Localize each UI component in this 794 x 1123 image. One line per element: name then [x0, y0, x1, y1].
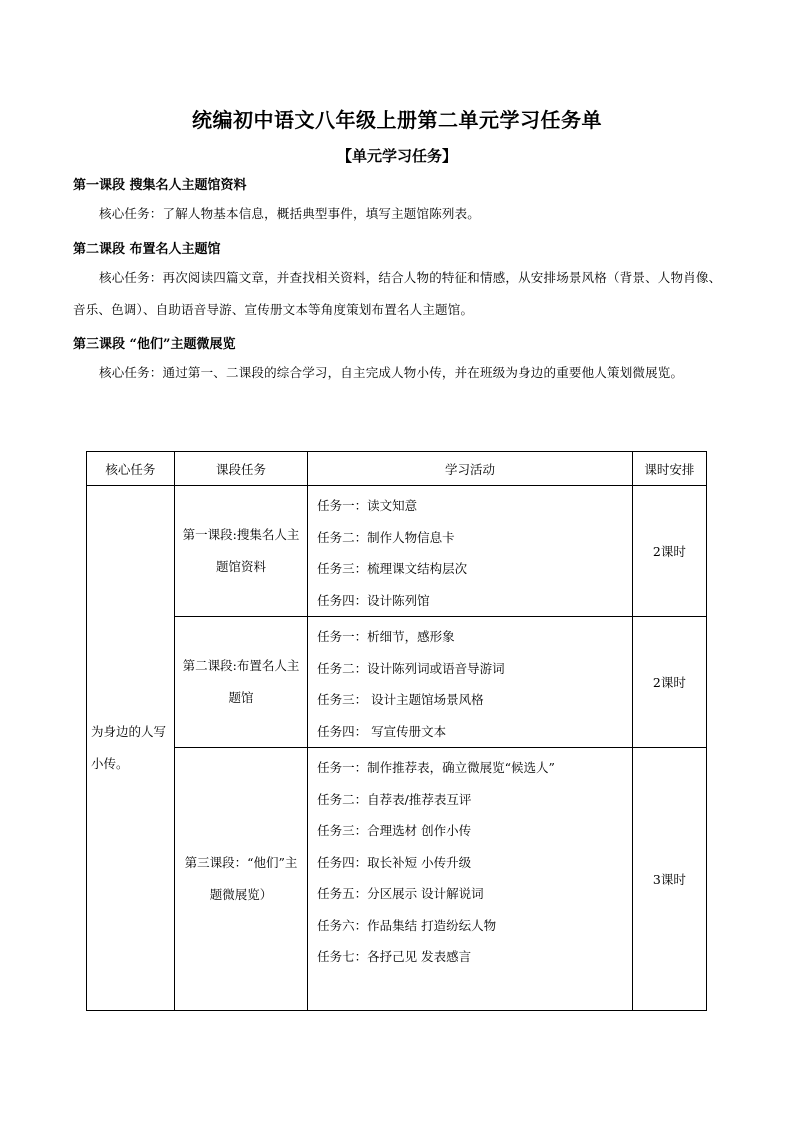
- segment-3-text: 核心任务：通过第一、二课段的综合学习，自主完成人物小传，并在班级为身边的重要他人策划微展览。: [99, 365, 684, 380]
- segment-1-heading: 第一课段 搜集名人主题馆资料: [73, 178, 247, 193]
- activity-item: 任务三：梳理课文结构层次: [317, 561, 468, 576]
- activities-cell: [308, 748, 633, 1011]
- activity-item: 任务七：各抒己见 发表感言: [317, 949, 472, 964]
- segment-2-heading: 第二课段 布置名人主题馆: [73, 242, 221, 257]
- segment-1-text: 核心任务：了解人物基本信息，概括典型事件，填写主题馆陈列表。: [99, 206, 481, 221]
- segment-cell: 第一课段:搜集名人主题馆资料: [174, 486, 307, 617]
- activities-cell: [308, 486, 633, 617]
- table-header-row: [87, 452, 707, 486]
- header-time: 课时安排: [632, 452, 706, 486]
- table-row: [87, 486, 707, 617]
- activity-item: 任务一：析细节，感形象: [317, 629, 455, 644]
- activities-cell: [308, 617, 633, 748]
- activity-item: 任务五：分区展示 设计解说词: [317, 886, 484, 901]
- activity-item: 任务三：合理选材 创作小传: [317, 823, 472, 838]
- header-activities: 学习活动: [308, 452, 633, 486]
- time-cell: 2课时: [632, 486, 706, 617]
- activity-item: 任务六：作品集结 打造纷纭人物: [317, 917, 497, 933]
- table-row: [87, 617, 707, 748]
- activity-item: 任务三： 设计主题馆场景风格: [317, 692, 484, 707]
- segment-2-text: 核心任务：再次阅读四篇文章，并查找相关资料，结合人物的特征和情感，从安排场景风格（背景、人物肖像、音乐、色调）、自助语音导游、宣传册文本等角度策划布置名人主题馆。: [73, 270, 722, 317]
- segment-cell: 第三课段：“他们”主题微展览）: [174, 748, 307, 1011]
- activity-item: 任务四：取长补短 小传升级: [317, 854, 472, 870]
- activity-item: 任务四：设计陈列馆: [317, 592, 430, 608]
- page-title: 统编初中语文八年级上册第二单元学习任务单: [192, 108, 602, 132]
- activity-item: 任务一：制作推荐表，确立微展览“候选人”: [317, 760, 555, 775]
- core-task-cell: 为身边的人写小传。: [87, 486, 175, 1011]
- activity-item: 任务二：设计陈列词或语音导游词: [317, 660, 505, 676]
- segment-cell: 第二课段:布置名人主题馆: [174, 617, 307, 748]
- task-table: [86, 451, 707, 1011]
- header-segment-task: 课段任务: [174, 452, 307, 486]
- header-core-task: 核心任务: [87, 452, 175, 486]
- section-subtitle: 【单元学习任务】: [336, 147, 457, 165]
- activity-item: 任务二：自荐表/推荐表互评: [317, 791, 472, 807]
- segment-3-heading: 第三课段 “他们”主题微展览: [73, 337, 236, 352]
- table-row: [87, 748, 707, 1011]
- time-cell: 2课时: [632, 617, 706, 748]
- time-cell: 3课时: [632, 748, 706, 1011]
- activity-item: 任务一：读文知意: [317, 498, 418, 513]
- activity-item: 任务四： 写宣传册文本: [317, 723, 447, 739]
- activity-item: 任务二：制作人物信息卡: [317, 529, 455, 545]
